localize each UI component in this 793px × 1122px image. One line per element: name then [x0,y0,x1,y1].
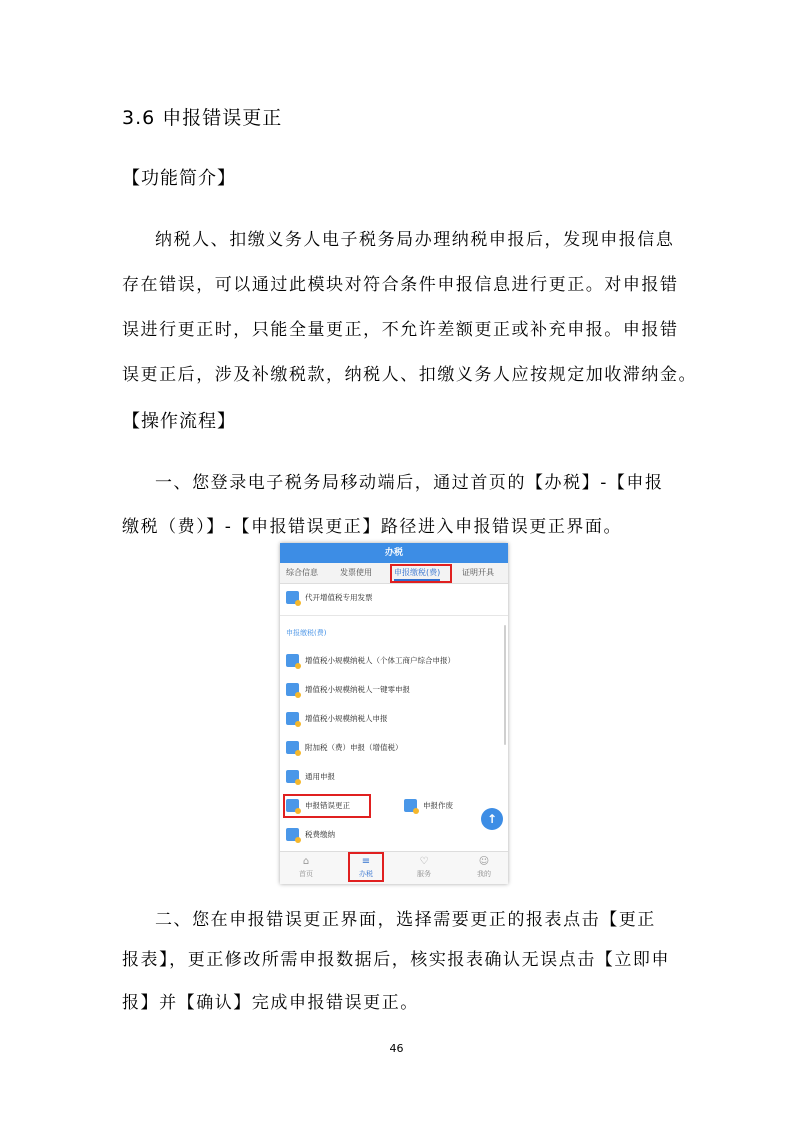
paragraph-line: 一、您登录电子税务局移动端后，通过首页的【办税】-【申报 [155,473,664,493]
list-item[interactable] [280,764,508,790]
paragraph-line: 误进行更正时，只能全量更正，不允许差额更正或补充申报。申报错 [122,320,679,340]
nav-service[interactable] [404,855,444,879]
list-item-label: 附加税（费）申报（增值税） [305,743,403,752]
process-heading: 【操作流程】 [122,411,236,432]
nav-label: 我的 [477,870,491,878]
highlight-box-nav [348,852,384,882]
list-item-label: 申报作废 [423,801,453,810]
paragraph-line: 缴税（费）】-【申报错误更正】路径进入申报错误更正界面。 [122,517,623,537]
heart-icon: ♡ [419,856,429,867]
bottom-nav [280,851,508,884]
paragraph-line: 存在错误，可以通过此模块对符合条件申报信息进行更正。对申报错 [122,275,679,295]
list-item-label: 增值税小规模纳税人申报 [305,714,388,723]
tab-declare-pay[interactable]: 申报缴税(费) [394,563,440,583]
void-icon [404,799,417,812]
paragraph-line: 二、您在申报错误更正界面，选择需要更正的报表点击【更正 [155,910,656,930]
highlight-box-tab [390,564,452,583]
scroll-top-icon[interactable]: ↑ [481,808,503,830]
list-item[interactable] [280,735,508,761]
form-icon [286,683,299,696]
list-item[interactable] [280,677,508,703]
highlight-box-item [283,794,371,818]
list-item[interactable] [280,648,508,674]
phone-section-label: 申报缴税(费) [286,629,327,637]
intro-heading: 【功能简介】 [122,168,236,189]
form-icon [286,712,299,725]
list-item-special-invoice[interactable] [280,585,508,611]
nav-mine[interactable] [464,855,504,879]
list-item-label: 通用申报 [305,772,335,781]
tax-icon: ≡ [361,856,371,867]
list-item-label: 增值税小规模纳税人（个体工商户综合申报） [305,656,455,665]
paragraph-line: 纳税人、扣缴义务人电子税务局办理纳税申报后，发现申报信息 [155,230,675,250]
phone-header: 办税 [280,543,508,563]
grid-icon [286,770,299,783]
divider [280,615,508,616]
nav-label: 服务 [417,870,431,878]
paragraph-line: 报】并【确认】完成申报错误更正。 [122,993,419,1013]
section-title: 3.6 申报错误更正 [122,107,283,129]
list-item-label: 代开增值税专用发票 [305,593,373,602]
tab-invoice-use[interactable]: 发票使用 [340,568,372,577]
tab-general-info[interactable]: 综合信息 [286,568,318,577]
list-item-label: 增值税小规模纳税人一键零申报 [305,685,410,694]
nav-label: 首页 [299,870,313,878]
user-icon: ☺ [478,856,490,867]
form-icon [286,741,299,754]
list-item-tax-payment[interactable] [280,822,508,848]
paragraph-line: 报表】，更正修改所需申报数据后，核实报表确认无误点击【立即申 [122,950,670,970]
tab-certificate[interactable]: 证明开具 [462,568,494,577]
paragraph-line: 误更正后，涉及补缴税款，纳税人、扣缴义务人应按规定加收滞纳金。 [122,365,698,385]
invoice-icon [286,591,299,604]
home-icon: ⌂ [302,856,310,867]
phone-screenshot [280,543,508,884]
payment-icon [286,828,299,841]
nav-home[interactable] [286,855,326,879]
list-item[interactable] [280,706,508,732]
list-item-label: 申报错误更正 [305,801,350,810]
page-number: 46 [389,1042,404,1055]
form-icon [286,654,299,667]
nav-label: 办税 [359,870,373,878]
list-item-label: 税费缴纳 [305,830,335,839]
